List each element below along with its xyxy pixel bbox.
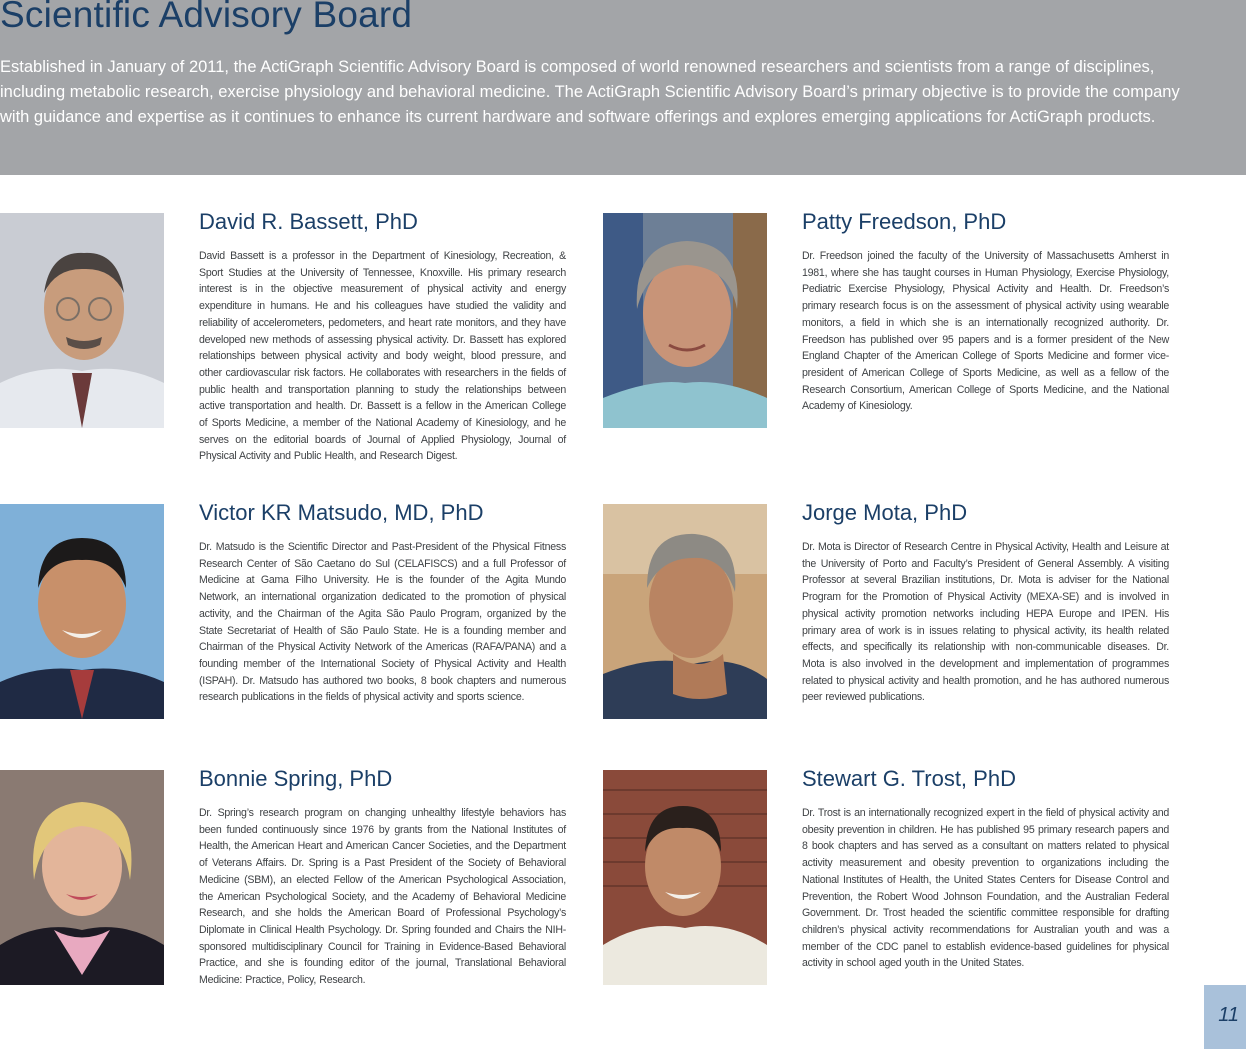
member-bio: David Bassett is a professor in the Department of Kinesiology, Recreation, & Sport Studies at the University of Tennessee, Knoxville. His primary research interest is in the objective measurement of physical activity and energy expenditure in humans. He and his colleagues have studied the validity and reliability of accelerometers, pedometers, and heart rate monitors, and they have developed new methods of assessing physical activity. Dr. Bassett has explored relationships between physical activity and body weight, blood pressure, and other cardiovascular risk factors. He collaborates with researchers in the fields of public health and transportation planning to study the relationships between active transportation and health. Dr. Bassett is a fellow in the American College of Sports Medicine, a member of the National Academy of Kinesiology, and he serves on the editorial boards of Journal of Applied Physiology, Journal of Physical Activity and Public Health, and Research Digest. <box>199 250 566 463</box>
portrait-photo <box>0 770 164 985</box>
member-bio: Dr. Freedson joined the faculty of the University of Massachusetts Amherst in 1981, where she has taught courses in Human Physiology, Exercise Physiology, Pediatric Exercise Physiology, Physical Activity and Health. Dr. Freedson’s primary research focus is on the assessment of physical activity using wearable monitors, a field in which she is an internationally recognized authority. Dr. Freedson has published over 95 papers and is a former president of the New England Chapter of the American College of Sports Medicine and former vice-president of American College of Sports Medicine, as well as a fellow of the Research Consortium, American College of Sports Medicine, and the National Academy of Kinesiology. <box>802 250 1169 413</box>
member-bio: Dr. Trost is an internationally recognized expert in the field of physical activity and obesity prevention in children. He has published 95 primary research papers and 8 book chapters and has served as a consultant on matters related to physical activity measurement and obesity prevention to organizations including the National Institutes of Health, the United States Centers for Disease Control and Prevention, the Robert Wood Johnson Foundation, and the Australian Federal Government. Dr. Trost headed the scientific committee responsible for drafting children’s physical activity recommendations for Australian youth and was a member of the CDC panel to establish evidence-based guidelines for physical activity in school aged youth in the United States. <box>802 807 1169 970</box>
portrait-photo <box>0 213 164 428</box>
member-name: Stewart G. Trost, PhD <box>802 766 1016 791</box>
member-name: Patty Freedson, PhD <box>802 209 1007 234</box>
page-number-tab <box>1204 985 1246 1049</box>
page-number: 11 <box>1218 1004 1239 1026</box>
portrait-photo <box>0 504 164 719</box>
page-title: Scientific Advisory Board <box>0 0 413 35</box>
member-bio: Dr. Matsudo is the Scientific Director and Past-President of the Physical Fitness Research Center of São Caetano do Sul (CELAFISCS) and a full Professor of Medicine at Gama Filho University. He is the founder of the Agita Mundo Network, an international organization dedicated to the promotion of physical activity, and the Chairman of the Agita São Paulo Program, organized by the State Secretariat of Health of São Paulo State. He is a founding member and Chairman of the Physical Activity Network of the Americas (RAFA/PANA) and a founding member of the International Society of Physical Activity and Health (ISPAH). Dr. Matsudo has authored two books, 8 book chapters and numerous research publications in the fields of physical activity and sports science. <box>199 541 566 704</box>
member-name: Victor KR Matsudo, MD, PhD <box>199 500 484 525</box>
member-bio: Dr. Mota is Director of Research Centre in Physical Activity, Health and Leisure at the University of Porto and Faculty’s President of General Assembly. A visiting Professor at several Brazilian institutions, Dr. Mota is adviser for the National Program for the Promotion of Physical Activity (MEXA-SE) and is involved in physical activity promotion networks including HEPA Europe and IPEN. His primary area of work is in issues relating to physical activity, its health related effects, and specifically its relationship with non-communicable diseases. Dr. Mota is also involved in the development and implementation of programmes related to physical activity and health promotion, and he has authored numerous peer reviewed publications. <box>802 541 1169 704</box>
intro-paragraph: Established in January of 2011, the ActiGraph Scientific Advisory Board is composed of world renowned researchers and scientists from a range of disciplines, including metabolic research, exercise physiology and behavioral medicine. The ActiGraph Scientific Advisory Board’s primary objective is to provide the company with guidance and expertise as it continues to enhance its current hardware and software offerings and explores emerging applications for ActiGraph products. <box>0 58 1180 126</box>
member-name: Bonnie Spring, PhD <box>199 766 393 791</box>
member-name: David R. Bassett, PhD <box>199 209 418 234</box>
portrait-photo <box>603 213 767 428</box>
header-banner <box>0 0 1246 175</box>
member-name: Jorge Mota, PhD <box>802 500 968 525</box>
portrait-photo <box>603 504 767 719</box>
portrait-photo <box>603 770 767 985</box>
member-bio: Dr. Spring’s research program on changing unhealthy lifestyle behaviors has been funded continuously since 1976 by grants from the National Institutes of Health, the American Heart and American Cancer Societies, and the Department of Veterans Affairs. Dr. Spring is a Past President of the Society of Behavioral Medicine (SBM), an elected Fellow of the American Psychological Association, the American Psychological Society, and the Academy of Behavioral Medicine Research, and she holds the American Board of Professional Psychology’s Diplomate in Clinical Health Psychology. Dr. Spring founded and Chairs the NIH-sponsored multidisciplinary Council for Training in Evidence-Based Behavioral Practice, and she is founding editor of the journal, Translational Behavioral Medicine: Practice, Policy, Research. <box>199 807 566 987</box>
